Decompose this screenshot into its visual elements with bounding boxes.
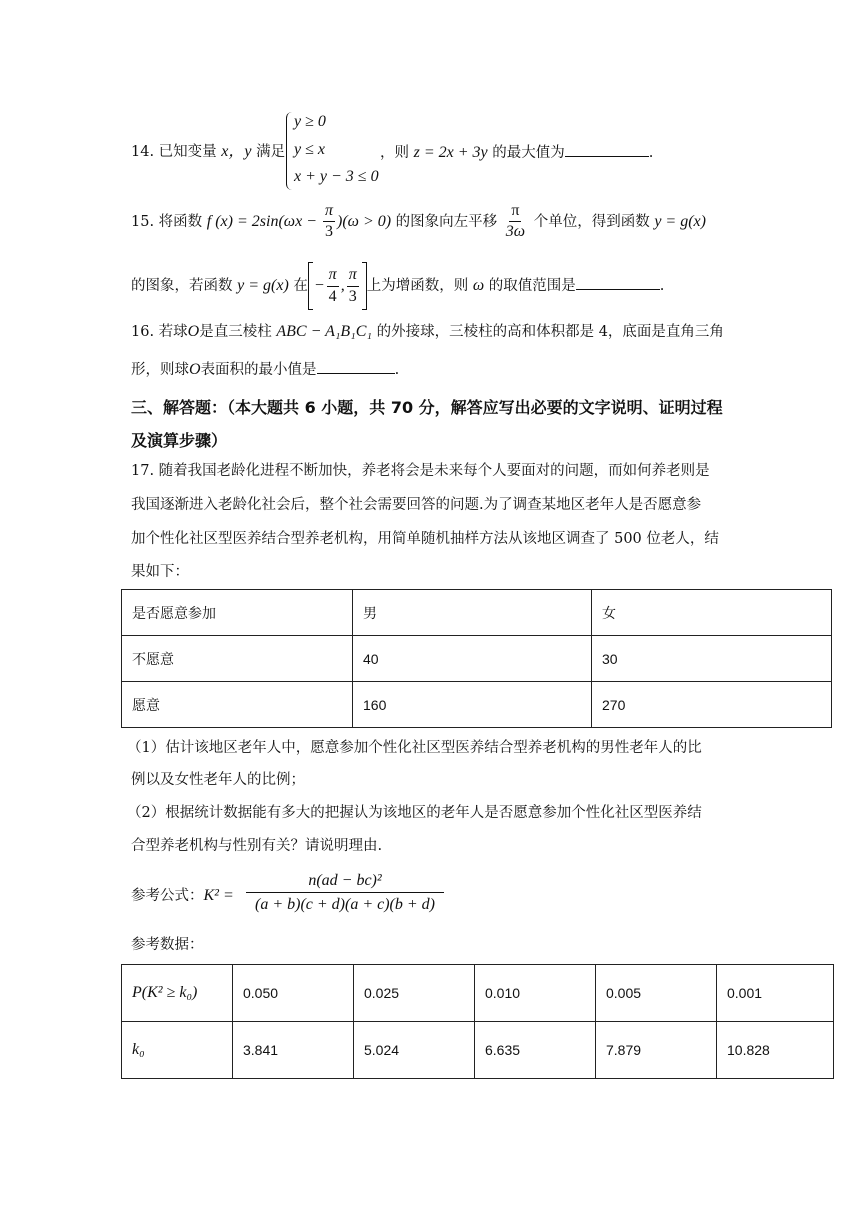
table-cell: 0.010: [475, 965, 596, 1022]
table-header-cell: 是否愿意参加: [122, 590, 353, 636]
q14-constraint-1: y ≥ 0: [294, 113, 326, 130]
table-header-cell: 男: [353, 590, 592, 636]
table-cell: 270: [592, 682, 832, 728]
table-row: [122, 636, 832, 682]
table-row: [122, 590, 832, 636]
q16-tail-text: 的外接球，三棱柱的高和体积都是 4，底面是直角三角: [371, 324, 724, 340]
q17-part2-line-1: （2）根据统计数据能有多大的把握认为该地区的老年人是否愿意参加个性化社区型医养结: [127, 805, 702, 821]
q14-line: [131, 144, 285, 160]
table-row: [122, 965, 834, 1022]
q16-end: .: [394, 362, 400, 378]
q15-line2-prefix: 的图象，若函数: [131, 278, 238, 294]
table-cell: 不愿意: [122, 636, 353, 682]
q15-end: .: [659, 278, 665, 294]
q14-constraint-2: y ≤ x: [294, 141, 325, 158]
table-row-label: P(K² ≥ k₀): [122, 965, 233, 1022]
formula-lhs: K² =: [203, 887, 234, 904]
q16-mid-text: 是直三棱柱: [199, 324, 277, 340]
q15-int-a-den: 4: [328, 287, 337, 305]
q17-line-3: 加个性化社区型医养结合型养老机构，用简单随机抽样方法从该地区调查了 500 位老人，结: [131, 531, 719, 547]
table-cell: 10.828: [717, 1022, 834, 1079]
table-cell: 5.024: [354, 1022, 475, 1079]
formula-denominator: (a + b)(c + d)(a + c)(b + d): [254, 896, 435, 913]
q15-interval-start: [327, 266, 339, 306]
survey-table: [121, 589, 832, 728]
table-cell: 愿意: [122, 682, 353, 728]
q15-answer-blank: [576, 277, 660, 290]
q14-prefix: 14. 已知变量: [131, 144, 222, 160]
table-row: [122, 1022, 834, 1079]
q14-objective: [380, 144, 653, 161]
q15-line2-tail: 的取值范围是: [484, 278, 576, 294]
q14-vars: x，y: [221, 143, 252, 160]
q16-answer-blank: [317, 361, 395, 374]
q15-shift-fraction: [504, 202, 527, 242]
q14-end: .: [648, 145, 654, 161]
q16-line-2: [131, 361, 399, 378]
formula-fraction: [246, 872, 444, 914]
table-cell: 6.635: [475, 1022, 596, 1079]
q16-prism: ABC − A₁B₁C₁: [276, 323, 372, 340]
q17-part2-line-2: 合型养老机构与性别有关？请说明理由.: [131, 838, 383, 854]
q17-part1-line-1: （1）估计该地区老年人中，愿意参加个性化社区型医养结合型养老机构的男性老年人的比: [127, 740, 702, 756]
q15-shift-den: 3ω: [505, 223, 526, 241]
table-cell: 0.050: [233, 965, 354, 1022]
table-row-label: k₀: [122, 1022, 233, 1079]
q14-constraint-3: x + y − 3 ≤ 0: [294, 168, 379, 185]
q14-answer-blank: [565, 144, 649, 157]
q15-g-function-2: y = g(x): [237, 277, 289, 294]
table-cell: 30: [592, 636, 832, 682]
q15-interval-end: [347, 266, 359, 306]
q15-mid-text: 的图象向左平移: [391, 213, 502, 230]
reference-table: [121, 964, 834, 1079]
table-cell: 0.025: [354, 965, 475, 1022]
q14-expression: z = 2x + 3y: [413, 144, 488, 161]
q15-int-a-num: π: [327, 266, 339, 286]
q15-int-b-den: 3: [348, 287, 357, 305]
q15-left-bracket: [308, 262, 313, 310]
q15-omega: ω: [472, 277, 485, 294]
q15-prefix: 15. 将函数: [131, 213, 207, 230]
table-cell: 7.879: [596, 1022, 717, 1079]
q14-system-brace: [286, 112, 293, 190]
q15-int-b-num: π: [347, 266, 359, 286]
q15-line2-mid: 上为增函数，则: [366, 278, 473, 294]
q15-shift-num: π: [509, 202, 521, 222]
q16-prefix: 16. 若球: [131, 324, 188, 340]
q16-line2-tail: 表面积的最小值是: [200, 362, 317, 378]
section3-heading-line-1: 三、解答题：（本大题共 6 小题，共 70 分，解答应写出必要的文字说明、证明过程: [131, 398, 723, 417]
q15-g-function: y = g(x): [654, 212, 706, 230]
q14-mid-text: 满足: [251, 144, 286, 160]
q15-line-2: 的图象，若函数 y = g(x) 在 − $\frac{\pi}{4}$ , $\frac{\pi}{3}$ 上为增函数，则 ω 的取值范围是 .: [131, 262, 664, 310]
table-cell: 3.841: [233, 1022, 354, 1079]
formula-label: 参考公式：: [131, 888, 204, 904]
q16-sphere-o-2: O: [189, 361, 201, 378]
q14-post-text: ，则: [380, 145, 414, 161]
formula-line: [131, 888, 234, 904]
q17-line-4: 果如下：: [131, 564, 189, 580]
q15-line-1: [131, 202, 706, 242]
q15-pi: π: [323, 202, 335, 222]
reference-data-label: 参考数据：: [131, 937, 204, 953]
q15-pi-over-3: [323, 202, 335, 242]
q15-function-rhs: )(ω > 0): [337, 212, 392, 230]
q14-tail-text: 的最大值为: [487, 145, 565, 161]
table-cell: 0.001: [717, 965, 834, 1022]
q17-line-1: 17. 随着我国老龄化进程不断加快，养老将会是未来每个人要面对的问题，而如何养老则是: [131, 463, 710, 479]
q15-three: 3: [324, 223, 333, 241]
table-cell: 160: [353, 682, 592, 728]
table-cell: 0.005: [596, 965, 717, 1022]
q16-line2-prefix: 形，则球: [131, 362, 189, 378]
formula-numerator: n(ad − bc)²: [246, 872, 444, 893]
table-row: [122, 682, 832, 728]
table-header-cell: 女: [592, 590, 832, 636]
q15-function-lhs: f (x) = 2sin(ωx −: [206, 212, 321, 230]
q16-sphere-o: O: [187, 323, 200, 340]
q15-mid2-text: 个单位，得到函数: [529, 213, 655, 230]
q17-part1-line-2: 例以及女性老年人的比例；: [131, 772, 305, 788]
q15-in-text: 在: [288, 278, 308, 294]
section3-heading-line-2: 及演算步骤）: [131, 431, 228, 450]
q17-line-2: 我国逐渐进入老龄化社会后，整个社会需要回答的问题.为了调查某地区老年人是否愿意参: [131, 497, 702, 513]
table-cell: 40: [353, 636, 592, 682]
q16-line-1: [131, 324, 724, 340]
